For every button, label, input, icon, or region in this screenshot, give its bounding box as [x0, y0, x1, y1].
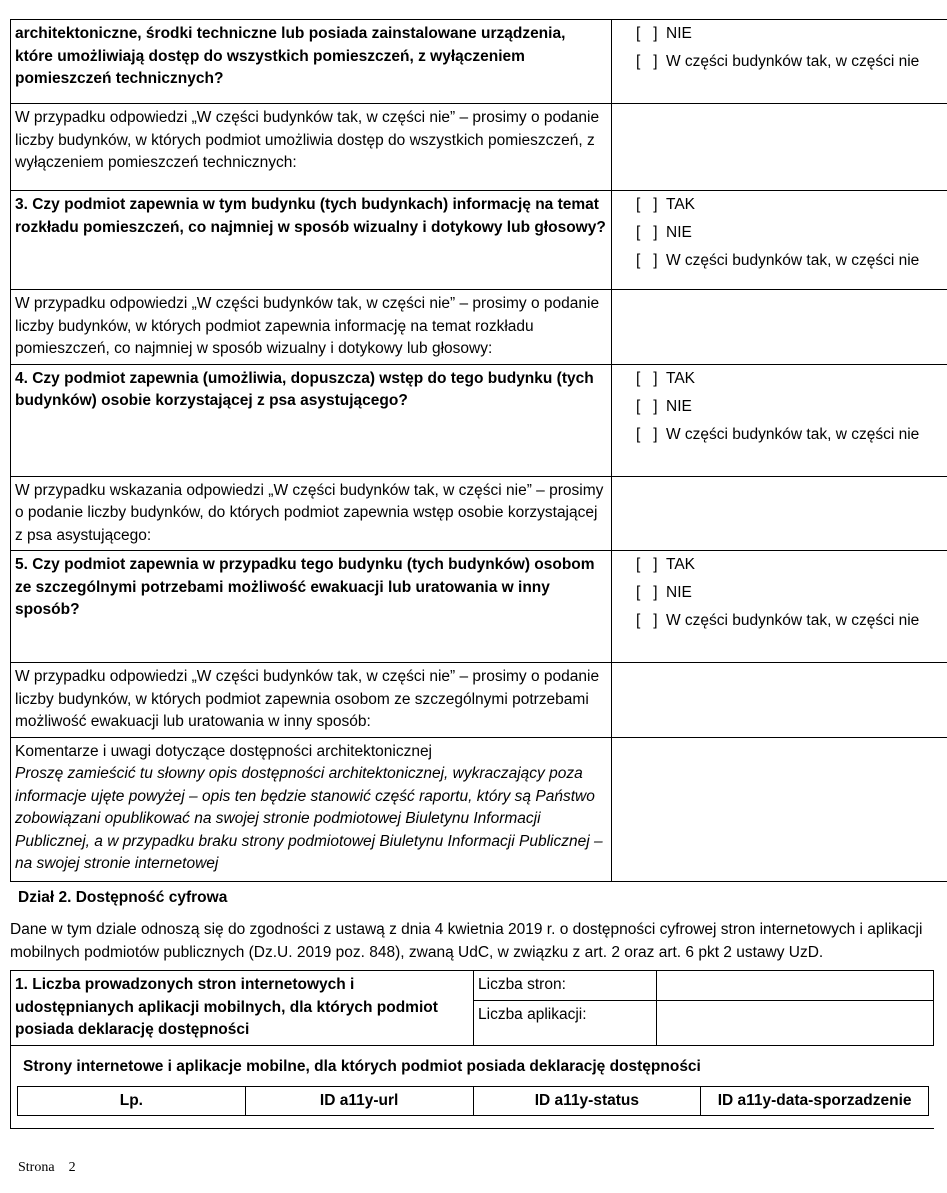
- question-row: [11, 20, 947, 104]
- section-2-intro: Dane w tym dziale odnoszą się do zgodności z ustawą z dnia 4 kwietnia 2019 r. o dostępności cyfrowej stron internetowych i aplikacji mobilnych podmiotów publicznych (Dz.U. 2019 poz. 848), zwaną UdC, w związku z art. 2 oraz art. 6 pkt 2 ustawy UzD.: [10, 921, 923, 961]
- page-footer: [18, 1160, 90, 1176]
- label-pages: Liczba stron:: [474, 971, 657, 1001]
- followup-row: [11, 290, 947, 365]
- answer-option[interactable]: [636, 396, 947, 419]
- checkbox-brackets[interactable]: [ ]: [636, 425, 658, 443]
- answer-option[interactable]: [636, 23, 947, 46]
- declarations-title: Strony internetowe i aplikacje mobilne, dla których podmiot posiada deklarację dostępności: [23, 1058, 701, 1075]
- footer-label: Strona: [18, 1160, 55, 1175]
- question-text: architektoniczne, środki techniczne lub posiada zainstalowane urządzenia, które umożliwiają dostęp do wszystkich pomieszczeń, z wyłączeniem pomieszczeń technicznych?: [11, 20, 612, 104]
- checkbox-brackets[interactable]: [ ]: [636, 252, 658, 269]
- answer-option[interactable]: [636, 582, 947, 605]
- option-label: NIE: [666, 224, 692, 241]
- answer-option[interactable]: [636, 368, 947, 391]
- question-text: 3. Czy podmiot zapewnia w tym budynku (tych budynkach) informację na temat rozkładu pomieszczeń, co najmniej w sposób wizualny i dotykowy lub głosowy?: [11, 191, 612, 290]
- digital-accessibility-count-table: [10, 970, 934, 1046]
- answer-options: [612, 364, 947, 476]
- answer-option[interactable]: [636, 51, 947, 74]
- option-label: NIE: [666, 25, 692, 42]
- option-label: W części budynków tak, w części nie: [666, 53, 920, 70]
- followup-text: W przypadku odpowiedzi „W części budynków tak, w części nie” – prosimy o podanie liczby budynków, w których podmiot zapewnia informację na temat rozkładu pomieszczeń, co najmniej w sposób wizualny i dotykowy lub głosowy:: [11, 290, 612, 365]
- question-row: [11, 551, 947, 663]
- apps-count-field[interactable]: [657, 1001, 934, 1045]
- count-answer-field[interactable]: [612, 663, 947, 738]
- followup-row: [11, 476, 947, 551]
- page-number: 2: [68, 1160, 76, 1175]
- option-label: TAK: [666, 556, 695, 573]
- comments-instruction: Proszę zamieścić tu słowny opis dostępności architektonicznej, wykraczający poza informacje ujęte powyżej – opis ten będzie stanowić część raportu, który są Państwo zobowiązani opublikować na swojej stronie podmiotowej Biuletynu Informacji Publicznej, a w przypadku braku strony podmiotowej Biuletynu Informacji Publicznej – na swojej stronie internetowej: [15, 765, 603, 872]
- checkbox-brackets[interactable]: [ ]: [636, 224, 658, 241]
- q1-question: 1. Liczba prowadzonych stron internetowych i udostępnianych aplikacji mobilnych, dla których podmiot posiada deklarację dostępności: [11, 971, 474, 1046]
- answer-options: [612, 191, 947, 290]
- answer-options: [612, 551, 947, 663]
- declarations-section: [10, 1045, 934, 1129]
- question-row: [11, 191, 947, 290]
- count-answer-field[interactable]: [612, 290, 947, 365]
- answer-option[interactable]: [636, 554, 947, 577]
- question-text: 5. Czy podmiot zapewnia w przypadku tego budynku (tych budynków) osobom ze szczególnymi potrzebami możliwość ewakuacji lub uratowania w inny sposób?: [11, 551, 612, 663]
- option-label: TAK: [666, 196, 695, 213]
- followup-text: W przypadku odpowiedzi „W części budynków tak, w części nie” – prosimy o podanie liczby budynków, w których podmiot umożliwia dostęp do wszystkich pomieszczeń, z wyłączeniem pomieszczeń technicznych:: [11, 104, 612, 191]
- answer-option[interactable]: [636, 424, 947, 447]
- option-label: W części budynków tak, w części nie: [666, 612, 920, 629]
- answer-option[interactable]: [636, 194, 947, 217]
- question-text: 4. Czy podmiot zapewnia (umożliwia, dopuszcza) wstęp do tego budynku (tych budynków) osobie korzystającej z psa asystującego?: [11, 364, 612, 476]
- declarations-header-table: [17, 1086, 929, 1116]
- header-url: ID a11y-url: [245, 1087, 473, 1116]
- answer-options: [612, 20, 947, 104]
- answer-option[interactable]: [636, 222, 947, 245]
- option-label: NIE: [666, 397, 692, 415]
- checkbox-brackets[interactable]: [ ]: [636, 196, 658, 213]
- comments-answer-field[interactable]: [612, 737, 947, 881]
- architectural-accessibility-table: [10, 19, 947, 882]
- checkbox-brackets[interactable]: [ ]: [636, 556, 658, 573]
- comments-cell: [11, 737, 612, 881]
- option-label: W części budynków tak, w części nie: [666, 252, 920, 269]
- comments-row: [11, 737, 947, 881]
- checkbox-brackets[interactable]: [ ]: [636, 584, 658, 601]
- comments-title: Komentarze i uwagi dotyczące dostępności architektonicznej: [15, 742, 433, 760]
- question-row: [11, 364, 947, 476]
- header-status: ID a11y-status: [473, 1087, 701, 1116]
- answer-option[interactable]: [636, 250, 947, 273]
- checkbox-brackets[interactable]: [ ]: [636, 612, 658, 629]
- checkbox-brackets[interactable]: [ ]: [636, 25, 658, 42]
- option-label: TAK: [666, 369, 695, 387]
- option-label: W części budynków tak, w części nie: [666, 425, 920, 443]
- count-answer-field[interactable]: [612, 476, 947, 551]
- section-2-title: Dział 2. Dostępność cyfrowa: [18, 889, 228, 906]
- checkbox-brackets[interactable]: [ ]: [636, 53, 658, 70]
- pages-count-field[interactable]: [657, 971, 934, 1001]
- answer-option[interactable]: [636, 610, 947, 633]
- header-date: ID a11y-data-sporzadzenie: [701, 1087, 929, 1116]
- checkbox-brackets[interactable]: [ ]: [636, 369, 658, 387]
- option-label: NIE: [666, 584, 692, 601]
- header-lp: Lp.: [18, 1087, 246, 1116]
- count-answer-field[interactable]: [612, 104, 947, 191]
- checkbox-brackets[interactable]: [ ]: [636, 397, 658, 415]
- followup-text: W przypadku wskazania odpowiedzi „W części budynków tak, w części nie” – prosimy o podanie liczby budynków, do których podmiot zapewnia wstęp osobie korzystającej z psa asystującego:: [11, 476, 612, 551]
- label-apps: Liczba aplikacji:: [474, 1001, 657, 1045]
- followup-text: W przypadku odpowiedzi „W części budynków tak, w części nie” – prosimy o podanie liczby budynków, w których podmiot zapewnia osobom ze szczególnymi potrzebami możliwość ewakuacji lub uratowania w inny sposób:: [11, 663, 612, 738]
- followup-row: [11, 104, 947, 191]
- followup-row: [11, 663, 947, 738]
